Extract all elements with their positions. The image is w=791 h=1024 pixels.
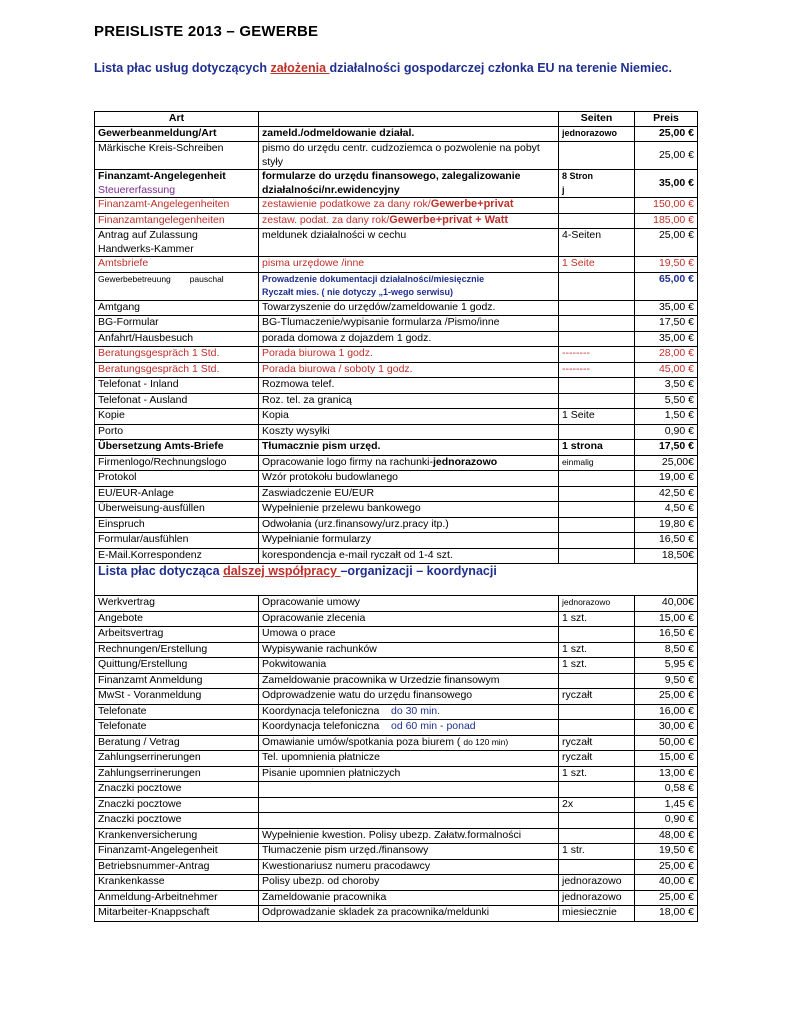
cell-art: Formular/ausfühlen — [95, 533, 259, 549]
table-row — [95, 596, 698, 612]
cell-seiten: jednorazowo — [559, 126, 635, 142]
cell-desc: Opracowanie zlecenia — [259, 611, 559, 627]
table-row — [95, 735, 698, 751]
cell-seiten — [559, 627, 635, 643]
cell-desc: Wypisywanie rachunków — [259, 642, 559, 658]
cell-preis: 19,00 € — [635, 471, 698, 487]
cell-preis: 25,00 € — [635, 142, 698, 170]
section-after: –organizacji – koordynacji — [340, 564, 497, 578]
cell-art: Anmeldung-Arbeitnehmer — [95, 890, 259, 906]
cell-seiten: ryczałt — [559, 751, 635, 767]
cell-desc-main: Prowadzenie dokumentacji działalności/miesięcznie — [262, 273, 485, 284]
table-row — [95, 517, 698, 533]
cell-art: Antrag auf Zulassung Handwerks-Kammer — [95, 229, 259, 257]
cell-seiten: 1 Seite — [559, 257, 635, 273]
cell-art: BG-Formular — [95, 316, 259, 332]
cell-preis: 25,00 € — [635, 229, 698, 257]
cell-art: Amtsbriefe — [95, 257, 259, 273]
cell-preis: 25,00 € — [635, 859, 698, 875]
cell-preis: 25,00 € — [635, 689, 698, 705]
section-heading-row — [95, 564, 698, 596]
cell-desc — [259, 735, 559, 751]
cell-preis: 35,00 € — [635, 331, 698, 347]
cell-desc: BG-Tlumaczenie/wypisanie formularza /Pismo/inne — [259, 316, 559, 332]
cell-seiten — [559, 517, 635, 533]
cell-seiten: ryczałt — [559, 735, 635, 751]
cell-preis: 25,00 € — [635, 890, 698, 906]
table-row — [95, 393, 698, 409]
table-row — [95, 844, 698, 860]
table-row — [95, 316, 698, 332]
table-row — [95, 890, 698, 906]
subtitle — [94, 61, 672, 75]
cell-art: Protokol — [95, 471, 259, 487]
cell-desc: Porada biurowa / soboty 1 godz. — [259, 362, 559, 378]
cell-desc: pisma urzędowe /inne — [259, 257, 559, 273]
cell-preis: 18,00 € — [635, 906, 698, 922]
cell-desc: porada domowa z dojazdem 1 godz. — [259, 331, 559, 347]
cell-seiten-main: 8 Stron — [562, 171, 594, 181]
cell-desc — [259, 813, 559, 829]
cell-art: Quittung/Erstellung — [95, 658, 259, 674]
cell-art: Zahlungserrinerungen — [95, 751, 259, 767]
table-row — [95, 906, 698, 922]
cell-desc: Zaswiadczenie EU/EUR — [259, 486, 559, 502]
col-seiten: Seiten — [559, 112, 635, 127]
table-row — [95, 409, 698, 425]
table-row — [95, 362, 698, 378]
cell-art: Beratungsgespräch 1 Std. — [95, 347, 259, 363]
cell-preis: 3,50 € — [635, 378, 698, 394]
cell-desc: Towarzyszenie do urzędów/zameldowanie 1 godz. — [259, 300, 559, 316]
cell-preis: 19,50 € — [635, 844, 698, 860]
cell-desc — [259, 704, 559, 720]
cell-desc-bold: Gewerbe+privat + Watt — [389, 213, 509, 226]
cell-desc-bold: jednorazowo — [433, 455, 498, 468]
cell-desc: Tłumacznie pism urzęd. — [259, 440, 559, 456]
cell-seiten: 4-Seiten — [559, 229, 635, 257]
cell-art: Kopie — [95, 409, 259, 425]
table-row — [95, 627, 698, 643]
cell-seiten — [559, 548, 635, 564]
cell-art: Betriebsnummer-Antrag — [95, 859, 259, 875]
cell-seiten: -------- — [559, 362, 635, 378]
cell-seiten — [559, 813, 635, 829]
cell-seiten — [559, 424, 635, 440]
table-row — [95, 142, 698, 170]
cell-art-main: Finanzamt-Angelegenheit — [98, 170, 226, 182]
cell-desc: meldunek działalności w cechu — [259, 229, 559, 257]
price-table — [94, 111, 698, 922]
cell-art: Znaczki pocztowe — [95, 813, 259, 829]
table-row — [95, 272, 698, 300]
cell-seiten — [559, 170, 635, 198]
cell-desc-main: zestawienie podatkowe za dany rok/ — [262, 198, 431, 210]
table-row — [95, 797, 698, 813]
table-row — [95, 502, 698, 518]
cell-art: Einspruch — [95, 517, 259, 533]
cell-art: Anfahrt/Hausbesuch — [95, 331, 259, 347]
table-row — [95, 658, 698, 674]
table-row — [95, 673, 698, 689]
cell-art: E-Mail.Korrespondenz — [95, 548, 259, 564]
cell-seiten — [559, 673, 635, 689]
cell-seiten — [559, 331, 635, 347]
cell-desc: Rozmowa telef. — [259, 378, 559, 394]
cell-desc: Pokwitowania — [259, 658, 559, 674]
cell-preis: 16,50 € — [635, 533, 698, 549]
cell-preis: 13,00 € — [635, 766, 698, 782]
cell-art: Mitarbeiter-Knappschaft — [95, 906, 259, 922]
table-row — [95, 611, 698, 627]
cell-desc-main: Omawianie umów/spotkania poza biurem ( — [262, 735, 464, 748]
cell-art: Finanzamt Anmeldung — [95, 673, 259, 689]
cell-desc: Wypełnianie formularzy — [259, 533, 559, 549]
cell-preis: 35,00 € — [635, 170, 698, 198]
table-row — [95, 471, 698, 487]
cell-seiten: einmalig — [559, 455, 635, 471]
cell-seiten: -------- — [559, 347, 635, 363]
col-art: Art — [95, 112, 259, 127]
cell-desc-main: Koordynacja telefoniczna — [262, 720, 380, 732]
cell-seiten-sub: j — [562, 184, 565, 195]
cell-desc: Zameldowanie pracownika — [259, 890, 559, 906]
cell-desc: Zameldowanie pracownika w Urzedzie finansowym — [259, 673, 559, 689]
cell-preis: 5,95 € — [635, 658, 698, 674]
cell-seiten: 1 Seite — [559, 409, 635, 425]
cell-art: Übersetzung Amts-Briefe — [95, 440, 259, 456]
cell-desc: Wypełnienie przelewu bankowego — [259, 502, 559, 518]
table-row — [95, 229, 698, 257]
cell-desc: Kwestionariusz numeru pracodawcy — [259, 859, 559, 875]
cell-art: Amtgang — [95, 300, 259, 316]
cell-seiten — [559, 486, 635, 502]
table-row — [95, 424, 698, 440]
cell-desc: korespondencja e-mail ryczałt od 1-4 szt. — [259, 548, 559, 564]
cell-art: Telefonate — [95, 720, 259, 736]
cell-seiten — [559, 316, 635, 332]
cell-desc — [259, 455, 559, 471]
cell-art: Märkische Kreis-Schreiben — [95, 142, 259, 170]
cell-art: EU/EUR-Anlage — [95, 486, 259, 502]
table-row — [95, 766, 698, 782]
cell-seiten — [559, 782, 635, 798]
cell-art: Finanzamt-Angelegenheiten — [95, 198, 259, 214]
cell-desc: Wypełnienie kwestion. Polisy ubezp. Załatw.formalności — [259, 828, 559, 844]
table-row — [95, 347, 698, 363]
table-row — [95, 548, 698, 564]
cell-art: Zahlungserrinerungen — [95, 766, 259, 782]
cell-art: Rechnungen/Erstellung — [95, 642, 259, 658]
cell-preis: 25,00€ — [635, 455, 698, 471]
col-desc — [259, 112, 559, 127]
cell-desc: Umowa o prace — [259, 627, 559, 643]
table-row — [95, 126, 698, 142]
cell-preis: 30,00 € — [635, 720, 698, 736]
cell-preis: 1,50 € — [635, 409, 698, 425]
table-row — [95, 300, 698, 316]
cell-desc: pismo do urzędu centr. cudzoziemca o pozwolenie na pobyt styły — [259, 142, 559, 170]
table-row — [95, 170, 698, 198]
cell-desc: Tłumaczenie pism urzęd./finansowy — [259, 844, 559, 860]
cell-preis: 0,90 € — [635, 424, 698, 440]
table-row — [95, 689, 698, 705]
table-header — [95, 112, 698, 127]
cell-desc: Tel. upomnienia płatnicze — [259, 751, 559, 767]
cell-preis: 40,00 € — [635, 875, 698, 891]
cell-desc: zameld./odmeldowanie działal. — [259, 126, 559, 142]
cell-preis: 0,90 € — [635, 813, 698, 829]
table-row — [95, 213, 698, 229]
cell-seiten — [559, 300, 635, 316]
cell-preis: 45,00 € — [635, 362, 698, 378]
cell-art: Finanzamtangelegenheiten — [95, 213, 259, 229]
cell-preis: 1,45 € — [635, 797, 698, 813]
cell-art: MwSt - Voranmeldung — [95, 689, 259, 705]
cell-preis: 40,00€ — [635, 596, 698, 612]
cell-desc — [259, 198, 559, 214]
cell-seiten: 1 str. — [559, 844, 635, 860]
cell-art: Telefonate — [95, 704, 259, 720]
cell-desc — [259, 272, 559, 300]
table-row — [95, 440, 698, 456]
table-row — [95, 813, 698, 829]
cell-preis: 25,00 € — [635, 126, 698, 142]
cell-preis: 42,50 € — [635, 486, 698, 502]
cell-preis: 19,80 € — [635, 517, 698, 533]
cell-desc — [259, 213, 559, 229]
cell-seiten — [559, 720, 635, 736]
cell-preis: 16,00 € — [635, 704, 698, 720]
cell-seiten — [559, 272, 635, 300]
table-row — [95, 751, 698, 767]
cell-seiten: jednorazowo — [559, 875, 635, 891]
table-row — [95, 642, 698, 658]
cell-seiten — [559, 198, 635, 214]
cell-preis: 17,50 € — [635, 440, 698, 456]
cell-seiten: ryczałt — [559, 689, 635, 705]
cell-art: Beratung / Vetrag — [95, 735, 259, 751]
cell-preis: 35,00 € — [635, 300, 698, 316]
cell-seiten: jednorazowo — [559, 596, 635, 612]
cell-desc-blue: do 30 min. — [391, 704, 441, 717]
cell-preis: 17,50 € — [635, 316, 698, 332]
cell-art: Porto — [95, 424, 259, 440]
cell-desc-sub: Ryczałt mies. ( nie dotyczy „1-wego serwisu) — [262, 287, 454, 297]
cell-desc: Porada biurowa 1 godz. — [259, 347, 559, 363]
cell-art — [95, 170, 259, 198]
cell-desc-blue: od 60 min - ponad — [391, 720, 476, 732]
section-underlined: dalszej współpracy — [223, 564, 341, 578]
cell-seiten: 1 strona — [559, 440, 635, 456]
cell-seiten: 2x — [559, 797, 635, 813]
cell-preis: 48,00 € — [635, 828, 698, 844]
cell-preis: 18,50€ — [635, 548, 698, 564]
cell-art: Gewerbeanmeldung/Art — [95, 126, 259, 142]
cell-desc-main: Koordynacja telefoniczna — [262, 704, 380, 717]
cell-preis: 0,58 € — [635, 782, 698, 798]
cell-art: Werkvertrag — [95, 596, 259, 612]
cell-seiten — [559, 471, 635, 487]
table-row — [95, 486, 698, 502]
cell-preis: 15,00 € — [635, 751, 698, 767]
section-before: Lista płac dotycząca — [98, 564, 224, 578]
cell-preis: 8,50 € — [635, 642, 698, 658]
cell-seiten — [559, 502, 635, 518]
cell-preis: 65,00 € — [635, 272, 698, 300]
cell-seiten — [559, 393, 635, 409]
cell-seiten — [559, 533, 635, 549]
cell-art: Beratungsgespräch 1 Std. — [95, 362, 259, 378]
cell-seiten: 1 szt. — [559, 642, 635, 658]
subtitle-before: Lista płac usług dotyczących — [94, 61, 271, 75]
cell-seiten: 1 szt. — [559, 658, 635, 674]
cell-art: Arbeitsvertrag — [95, 627, 259, 643]
cell-seiten — [559, 859, 635, 875]
cell-desc: Odprowadzanie skladek za pracownika/meldunki — [259, 906, 559, 922]
cell-preis: 19,50 € — [635, 257, 698, 273]
table-row — [95, 331, 698, 347]
subtitle-underlined: założenia — [270, 61, 330, 75]
cell-desc-small: do 120 min) — [463, 736, 509, 747]
cell-seiten: miesiecznie — [559, 906, 635, 922]
cell-art: Telefonat - Ausland — [95, 393, 259, 409]
section-heading — [95, 564, 698, 596]
table-row — [95, 782, 698, 798]
cell-art: Znaczki pocztowe — [95, 797, 259, 813]
cell-desc-main: zestaw. podat. za dany rok/ — [262, 213, 390, 226]
cell-art: Firmenlogo/Rechnungslogo — [95, 455, 259, 471]
cell-desc: Kopia — [259, 409, 559, 425]
cell-desc — [259, 797, 559, 813]
cell-art: Gewerbebetreuung pauschal — [95, 272, 259, 300]
cell-seiten: 1 szt. — [559, 611, 635, 627]
table-row — [95, 455, 698, 471]
subtitle-after: działalności gospodarczej członka EU na terenie Niemiec. — [329, 61, 672, 75]
cell-preis: 150,00 € — [635, 198, 698, 214]
table-row — [95, 859, 698, 875]
cell-preis: 15,00 € — [635, 611, 698, 627]
cell-seiten: jednorazowo — [559, 890, 635, 906]
cell-seiten — [559, 213, 635, 229]
cell-desc: formularze do urzędu finansowego, zalegalizowanie działalności/nr.ewidencyjny — [259, 170, 559, 198]
cell-seiten — [559, 704, 635, 720]
cell-desc: Koszty wysyłki — [259, 424, 559, 440]
cell-art: Überweisung-ausfüllen — [95, 502, 259, 518]
cell-seiten: 1 szt. — [559, 766, 635, 782]
cell-desc — [259, 782, 559, 798]
cell-desc: Wzór protokołu budowlanego — [259, 471, 559, 487]
cell-preis: 4,50 € — [635, 502, 698, 518]
cell-desc: Roz. tel. za granicą — [259, 393, 559, 409]
cell-desc: Pisanie upomnien płatniczych — [259, 766, 559, 782]
table-row — [95, 704, 698, 720]
table-row — [95, 198, 698, 214]
table-row — [95, 533, 698, 549]
table-row — [95, 828, 698, 844]
cell-seiten — [559, 828, 635, 844]
cell-desc-bold: Gewerbe+privat — [430, 198, 514, 210]
cell-desc-main: Opracowanie logo firmy na rachunki- — [262, 455, 433, 468]
cell-art-sub: Steuererfassung — [98, 183, 176, 196]
cell-preis: 16,50 € — [635, 627, 698, 643]
cell-art: Finanzamt-Angelegenheit — [95, 844, 259, 860]
cell-preis: 50,00 € — [635, 735, 698, 751]
table-row — [95, 378, 698, 394]
cell-preis: 185,00 € — [635, 213, 698, 229]
cell-art: Telefonat - Inland — [95, 378, 259, 394]
table-row — [95, 257, 698, 273]
cell-art: Znaczki pocztowe — [95, 782, 259, 798]
table-row — [95, 875, 698, 891]
cell-preis: 5,50 € — [635, 393, 698, 409]
page-title: PREISLISTE 2013 – GEWERBE — [94, 23, 319, 40]
table-row — [95, 720, 698, 736]
cell-preis: 28,00 € — [635, 347, 698, 363]
cell-seiten — [559, 378, 635, 394]
cell-preis: 9,50 € — [635, 673, 698, 689]
cell-seiten — [559, 142, 635, 170]
cell-desc: Polisy ubezp. od choroby — [259, 875, 559, 891]
cell-desc: Opracowanie umowy — [259, 596, 559, 612]
cell-art: Angebote — [95, 611, 259, 627]
cell-desc: Odprowadzenie watu do urzędu finansowego — [259, 689, 559, 705]
cell-desc: Odwołania (urz.finansowy/urz.pracy itp.) — [259, 517, 559, 533]
cell-desc — [259, 720, 559, 736]
col-preis: Preis — [635, 112, 698, 127]
cell-art: Krankenkasse — [95, 875, 259, 891]
cell-art: Krankenversicherung — [95, 828, 259, 844]
